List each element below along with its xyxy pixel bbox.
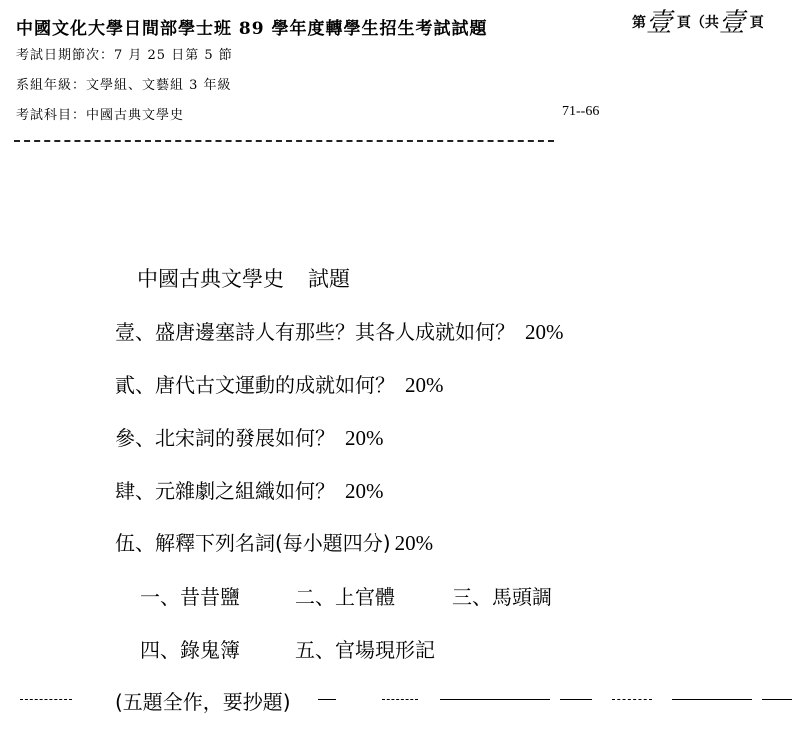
question-2 bbox=[115, 369, 444, 398]
scan-line bbox=[20, 699, 72, 700]
exam-subject: 考試科目：中國古典文學史 bbox=[16, 108, 185, 123]
page-label-prefix: 第 bbox=[632, 15, 646, 31]
scan-line bbox=[382, 699, 418, 700]
page-label-middle: 頁（共 bbox=[676, 15, 719, 31]
scan-line bbox=[560, 699, 592, 700]
exam-title bbox=[137, 263, 374, 293]
question-5 bbox=[115, 527, 433, 556]
exam-header-title: 中國文化大學日間部學士班 89 學年度轉學生招生考試試題 bbox=[16, 19, 488, 39]
question-score: 20% bbox=[394, 531, 434, 555]
scan-line bbox=[440, 699, 550, 700]
department-grade: 系組年級：文學組、文藝組 3 年級 bbox=[16, 78, 232, 93]
term-3: 三、馬頭調 bbox=[452, 585, 552, 609]
question-score: 20% bbox=[405, 373, 444, 397]
answer-instruction: (五題全作，要抄題) bbox=[115, 690, 291, 714]
question-1 bbox=[115, 316, 564, 345]
question-text: 貳、唐代古文運動的成就如何？ bbox=[115, 373, 395, 397]
question-4 bbox=[115, 475, 384, 504]
term-4: 四、錄鬼簿 bbox=[140, 638, 240, 662]
question-score: 20% bbox=[345, 479, 384, 503]
exam-code: 71--66 bbox=[562, 104, 600, 119]
question-score: 20% bbox=[525, 320, 564, 344]
question-text: 參、北宋詞的發展如何？ bbox=[115, 426, 335, 450]
scan-line bbox=[762, 699, 792, 700]
header-divider bbox=[14, 140, 554, 142]
exam-subject-title: 中國古典文學史 bbox=[137, 267, 284, 291]
question-text: 伍、解釋下列名詞(每小題四分) bbox=[115, 531, 391, 555]
question-text: 壹、盛唐邊塞詩人有那些？其各人成就如何？ bbox=[115, 320, 515, 344]
exam-title-suffix: 試題 bbox=[308, 267, 350, 291]
scan-line bbox=[672, 699, 752, 700]
page-indicator bbox=[632, 2, 764, 39]
exam-date: 考試日期節次：7 月 25 日第 5 節 bbox=[16, 48, 233, 63]
question-text: 肆、元雜劇之組織如何？ bbox=[115, 479, 335, 503]
scan-line bbox=[612, 699, 652, 700]
question-3 bbox=[115, 422, 384, 451]
question-score: 20% bbox=[345, 426, 384, 450]
page-number: 壹 bbox=[646, 8, 673, 38]
term-2: 二、上官體 bbox=[295, 585, 395, 609]
term-5: 五、官場現形記 bbox=[295, 638, 435, 662]
term-1: 一、昔昔鹽 bbox=[140, 585, 240, 609]
page-label-suffix: 頁 bbox=[749, 15, 764, 31]
scan-line bbox=[318, 699, 336, 700]
page-total: 壹 bbox=[718, 8, 745, 38]
